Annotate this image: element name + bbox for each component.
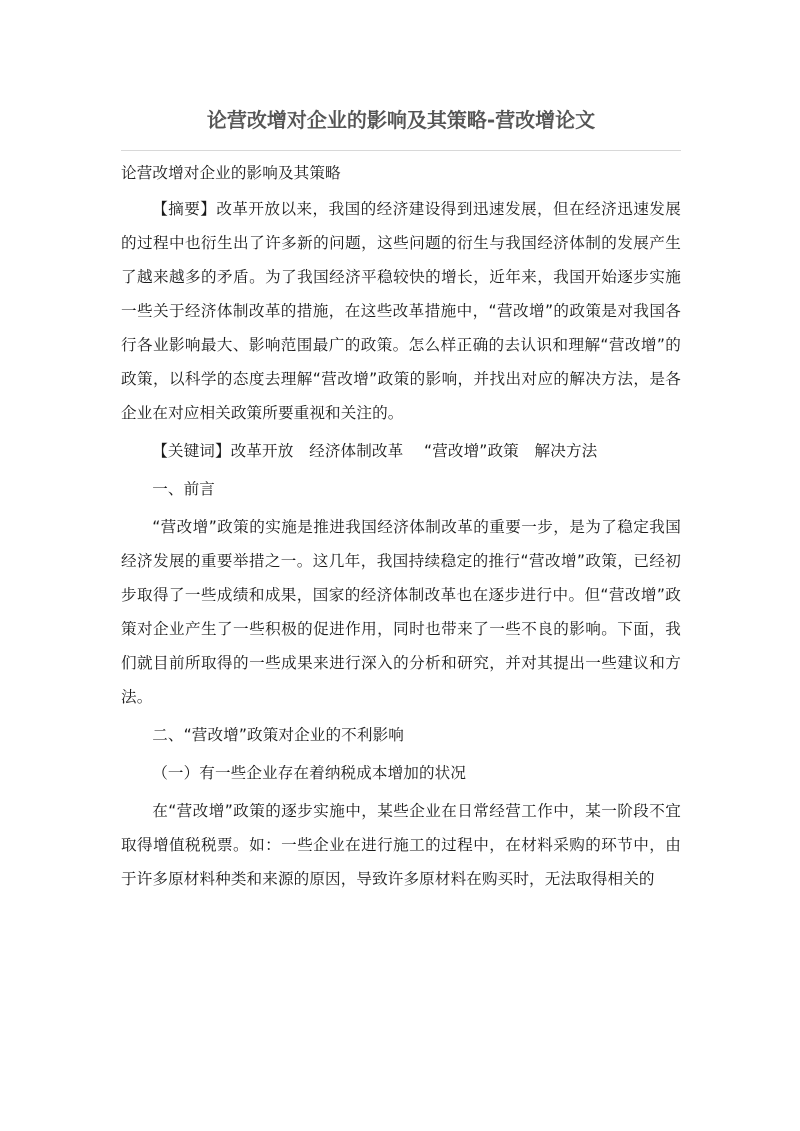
document-subtitle: 论营改增对企业的影响及其策略 xyxy=(121,164,341,182)
title-divider xyxy=(121,150,681,151)
section2-subheading-1: （一）有一些企业存在着纳税成本增加的状况 xyxy=(152,764,467,782)
section2-heading: 二、“营改增”政策对企业的不利影响 xyxy=(152,726,404,744)
document-title: 论营改增对企业的影响及其策略-营改增论文 xyxy=(206,108,596,132)
section1-paragraph: “营改增”政策的实施是推进我国经济体制改革的重要一步，是为了稳定我国经济发展的重要举措之一。这几年，我国持续稳定的推行“营改增”政策，已经初步取得了一些成绩和成果，国家的经济体制改革也在逐步进行中。但“营改增”政策对企业产生了一些积极的促进作用，同时也带来了一些不良的影响。下面，我们就目前所取得的一些成果来进行深入的分析和研究，并对其提出一些建议和方法。 xyxy=(121,518,681,706)
abstract-paragraph: 【摘要】改革开放以来，我国的经济建设得到迅速发展，但在经济迅速发展的过程中也衍生出了许多新的问题，这些问题的衍生与我国经济体制的发展产生了越来越多的矛盾。为了我国经济平稳较快的增长，近年来，我国开始逐步实施一些关于经济体制改革的措施，在这些改革措施中，“营改增”的政策是对我国各行各业影响最大、影响范围最广的政策。怎么样正确的去认识和理解“营改增”的政策，以科学的态度去理解“营改增”政策的影响，并找出对应的解决方法，是各企业在对应相关政策所要重视和关注的。 xyxy=(121,200,681,422)
document-body xyxy=(121,156,681,896)
keywords-line: 【关键词】改革开放 经济体制改革 “营改增”政策 解决方法 xyxy=(152,442,598,460)
section2-sub1-paragraph: 在“营改增”政策的逐步实施中，某些企业在日常经营工作中，某一阶段不宜取得增值税税票。如：一些企业在进行施工的过程中，在材料采购的环节中，由于许多原材料种类和来源的原因，导致许多原材料在购买时，无法取得相关的 xyxy=(121,802,681,888)
section1-heading: 一、前言 xyxy=(152,480,215,498)
